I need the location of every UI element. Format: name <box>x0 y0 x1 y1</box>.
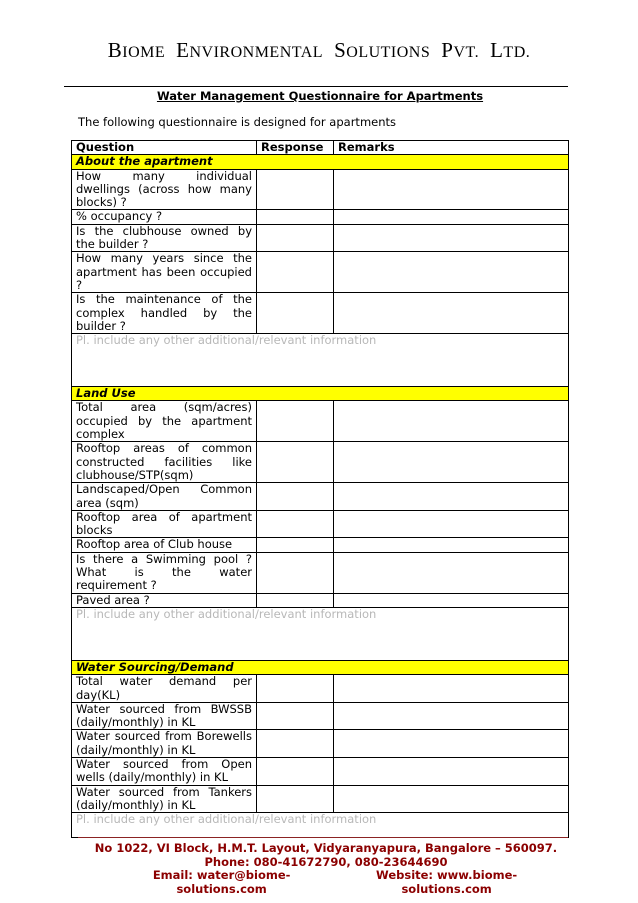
section-row <box>72 660 569 674</box>
question-cell: % occupancy ? <box>72 210 257 224</box>
question-cell: Is there a Swimming pool ? What is the water requirement ? <box>72 552 257 593</box>
response-cell[interactable] <box>257 552 334 593</box>
section-row <box>72 155 569 169</box>
question-row <box>72 593 569 607</box>
question-row <box>72 785 569 813</box>
remarks-cell[interactable] <box>334 442 569 483</box>
response-cell[interactable] <box>257 675 334 703</box>
remarks-cell[interactable] <box>334 510 569 538</box>
company-name <box>0 38 638 63</box>
remarks-cell[interactable] <box>334 702 569 730</box>
company-word-initial: E <box>176 38 190 62</box>
question-row <box>72 210 569 224</box>
remarks-cell[interactable] <box>334 675 569 703</box>
question-row <box>72 510 569 538</box>
remarks-cell[interactable] <box>334 552 569 593</box>
response-cell[interactable] <box>257 210 334 224</box>
question-row <box>72 702 569 730</box>
question-cell: Water sourced from Tankers (daily/monthly) in KL <box>72 785 257 813</box>
question-cell: Water sourced from Open wells (daily/monthly) in KL <box>72 757 257 785</box>
company-word-initial: P <box>441 38 454 62</box>
remarks-cell[interactable] <box>334 210 569 224</box>
question-cell: Rooftop areas of common constructed facilities like clubhouse/STP(sqm) <box>72 442 257 483</box>
footer <box>72 842 580 896</box>
company-word-initial: B <box>107 38 123 62</box>
company-word-rest: OLUTIONS <box>346 44 431 61</box>
question-cell: Water sourced from BWSSB (daily/monthly) in KL <box>72 702 257 730</box>
company-word <box>490 40 530 62</box>
question-cell: How many years since the apartment has been occupied ? <box>72 252 257 293</box>
response-cell[interactable] <box>257 757 334 785</box>
column-header-remarks: Remarks <box>334 141 569 155</box>
question-row <box>72 757 569 785</box>
question-cell: Rooftop area of apartment blocks <box>72 510 257 538</box>
response-cell[interactable] <box>257 169 334 210</box>
table-body <box>72 155 569 838</box>
remarks-cell[interactable] <box>334 593 569 607</box>
question-cell: Is the clubhouse owned by the builder ? <box>72 224 257 252</box>
remarks-cell[interactable] <box>334 538 569 552</box>
additional-info-row <box>72 607 569 660</box>
question-row <box>72 538 569 552</box>
additional-info-placeholder[interactable]: Pl. include any other additional/relevant information <box>72 813 569 838</box>
company-word <box>108 40 165 62</box>
header-divider <box>64 86 568 87</box>
question-row <box>72 293 569 334</box>
response-cell[interactable] <box>257 293 334 334</box>
footer-divider <box>78 837 568 838</box>
document-title: Water Management Questionnaire for Apartments <box>156 89 484 103</box>
section-title: About the apartment <box>72 155 569 169</box>
question-cell: How many individual dwellings (across how many blocks) ? <box>72 169 257 210</box>
footer-email: Email: water@biome-solutions.com <box>152 868 291 896</box>
company-word <box>334 40 430 62</box>
company-word <box>176 40 323 62</box>
question-row <box>72 730 569 758</box>
remarks-cell[interactable] <box>334 483 569 511</box>
response-cell[interactable] <box>257 785 334 813</box>
question-cell: Total area (sqm/acres) occupied by the apartment complex <box>72 401 257 442</box>
response-cell[interactable] <box>257 483 334 511</box>
company-word-rest: VT. <box>453 44 480 61</box>
response-cell[interactable] <box>257 252 334 293</box>
response-cell[interactable] <box>257 538 334 552</box>
company-word-initial: L <box>490 38 504 62</box>
footer-website: Website: www.biome-solutions.com <box>376 868 518 896</box>
remarks-cell[interactable] <box>334 757 569 785</box>
column-header-question: Question <box>72 141 257 155</box>
company-word <box>441 40 479 62</box>
remarks-cell[interactable] <box>334 730 569 758</box>
response-cell[interactable] <box>257 730 334 758</box>
question-row <box>72 483 569 511</box>
question-row <box>72 675 569 703</box>
additional-info-row <box>72 334 569 387</box>
company-word-initial: S <box>334 38 347 62</box>
remarks-cell[interactable] <box>334 401 569 442</box>
additional-info-placeholder[interactable]: Pl. include any other additional/relevant information <box>72 334 569 387</box>
remarks-cell[interactable] <box>334 252 569 293</box>
question-cell: Total water demand per day(KL) <box>72 675 257 703</box>
remarks-cell[interactable] <box>334 293 569 334</box>
remarks-cell[interactable] <box>334 169 569 210</box>
questionnaire-table <box>71 140 569 838</box>
response-cell[interactable] <box>257 702 334 730</box>
question-cell: Water sourced from Borewells (daily/monthly) in KL <box>72 730 257 758</box>
additional-info-placeholder[interactable]: Pl. include any other additional/relevant information <box>72 607 569 660</box>
column-header-response: Response <box>257 141 334 155</box>
intro-text: The following questionnaire is designed for apartments <box>78 115 397 129</box>
additional-info-row <box>72 813 569 838</box>
question-row <box>72 552 569 593</box>
company-word-rest: TD. <box>503 44 531 61</box>
response-cell[interactable] <box>257 510 334 538</box>
section-title: Water Sourcing/Demand <box>72 660 569 674</box>
question-row <box>72 401 569 442</box>
question-cell: Paved area ? <box>72 593 257 607</box>
question-row <box>72 224 569 252</box>
question-cell: Rooftop area of Club house <box>72 538 257 552</box>
section-title: Land Use <box>72 387 569 401</box>
response-cell[interactable] <box>257 224 334 252</box>
question-cell: Landscaped/Open Common area (sqm) <box>72 483 257 511</box>
question-row <box>72 169 569 210</box>
question-row <box>72 252 569 293</box>
response-cell[interactable] <box>257 442 334 483</box>
remarks-cell[interactable] <box>334 224 569 252</box>
response-cell[interactable] <box>257 401 334 442</box>
footer-address: No 1022, VI Block, H.M.T. Layout, Vidyaranyapura, Bangalore – 560097. <box>94 841 558 855</box>
company-word-rest: IOME <box>122 44 166 61</box>
footer-phone: Phone: 080-41672790, 080-23644690 <box>204 854 448 869</box>
question-cell: Is the maintenance of the complex handled by the builder ? <box>72 293 257 334</box>
company-word-rest: NVIRONMENTAL <box>189 44 324 61</box>
table-header-row <box>72 141 569 155</box>
question-row <box>72 442 569 483</box>
response-cell[interactable] <box>257 593 334 607</box>
remarks-cell[interactable] <box>334 785 569 813</box>
section-row <box>72 387 569 401</box>
